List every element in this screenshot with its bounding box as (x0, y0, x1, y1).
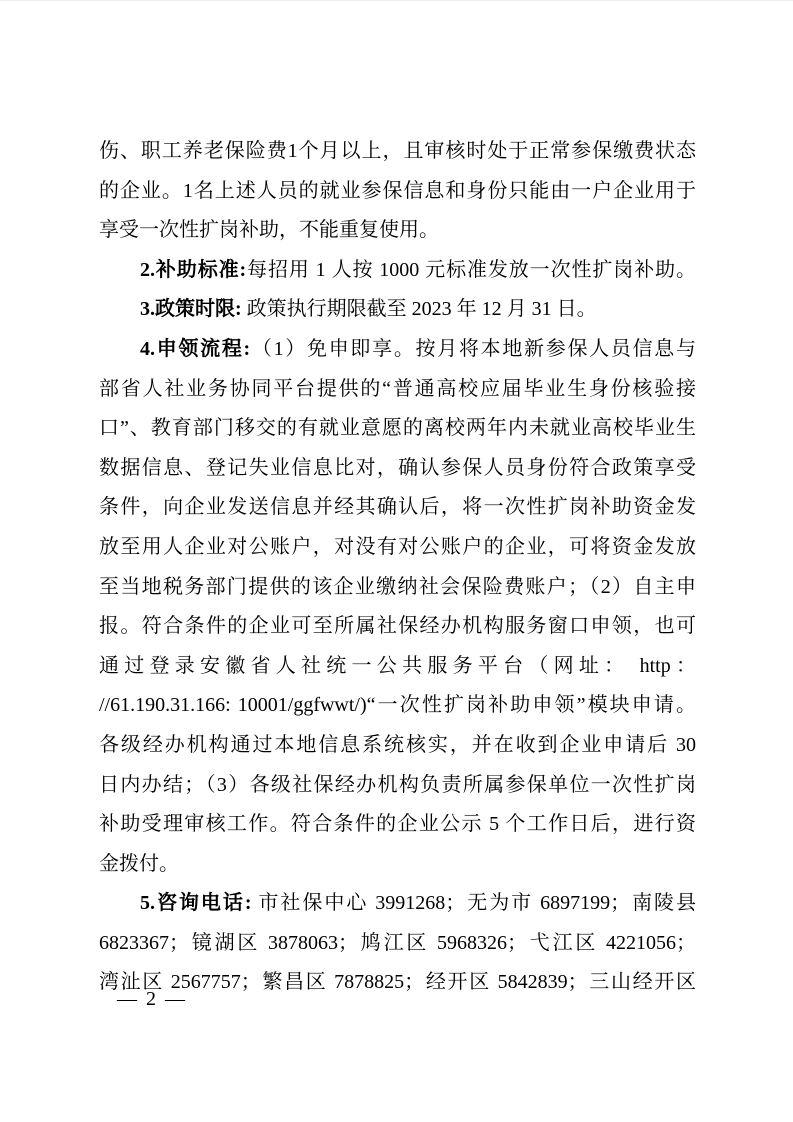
body-text: 享受一次性扩岗补助，不能重复使用。 (99, 219, 439, 242)
text-line (99, 845, 696, 885)
body-text: 数据信息、登记失业信息比对，确认参保人员身份符合政策享受 (99, 456, 696, 479)
text-line (99, 884, 696, 924)
body-text: 通过登录安徽省人社统一公共服务平台（网址： http： (99, 654, 696, 677)
text-line (99, 686, 696, 726)
body-text: 的企业。1名上述人员的就业参保信息和身份只能由一户企业用于 (99, 179, 696, 202)
body-text: 各级经办机构通过本地信息系统核实，并在收到企业申请后 30 (99, 733, 696, 756)
text-line (99, 290, 696, 330)
section-heading-policy-deadline: 3.政策时限: (140, 298, 242, 321)
phone-list-text: 6823367；镜湖区 3878063；鸠江区 5968326；弋江区 4221056； (99, 931, 696, 954)
body-text: 补助受理审核工作。符合条件的企业公示 5 个工作日后，进行资 (99, 813, 696, 836)
text-line (99, 370, 696, 410)
body-text: 每招用 1 人按 1000 元标准发放一次性扩岗补助。 (246, 258, 696, 281)
text-line (99, 172, 696, 212)
body-text: 政策执行期限截至 2023 年 12 月 31 日。 (241, 298, 597, 321)
text-line (99, 409, 696, 449)
phone-list-text: 湾沚区 2567757；繁昌区 7878825；经开区 5842839；三山经开区 (99, 971, 696, 994)
text-line (99, 132, 696, 172)
text-line (99, 488, 696, 528)
text-line (99, 766, 696, 806)
phone-list-text: 市社保中心 3991268；无为市 6897199；南陵县 (251, 892, 696, 915)
body-text: 至当地税务部门提供的该企业缴纳社会保险费账户；（2）自主申 (99, 575, 696, 598)
body-text: 金拨付。 (99, 852, 179, 875)
text-line (99, 924, 696, 964)
body-text: 伤、职工养老保险费1个月以上，且审核时处于正常参保缴费状态 (99, 140, 696, 162)
text-line (99, 805, 696, 845)
document-body (99, 132, 696, 1003)
body-text: （1）免申即享。按月将本地新参保人员信息与 (250, 337, 696, 360)
page-number: — 2 — (117, 988, 187, 1010)
section-heading-application-process: 4.申领流程: (140, 337, 251, 360)
text-line (99, 726, 696, 766)
text-line (99, 330, 696, 370)
url-text: //61.190.31.166: 10001/ggfwwt/)“一次性扩岗补助申领”模块申请。 (99, 694, 696, 717)
section-heading-contact-phones: 5.咨询电话: (140, 892, 252, 915)
body-text: 放至用人企业对公账户，对没有对公账户的企业，可将资金发放 (99, 535, 696, 558)
text-line (99, 251, 696, 291)
body-text: 条件，向企业发送信息并经其确认后，将一次性扩岗补助资金发 (99, 496, 696, 519)
text-line (99, 568, 696, 608)
text-line (99, 647, 696, 687)
body-text: 口”、教育部门移交的有就业意愿的离校两年内未就业高校毕业生 (99, 417, 696, 440)
text-line (99, 963, 696, 1003)
text-line (99, 211, 696, 251)
text-line (99, 528, 696, 568)
text-line (99, 607, 696, 647)
section-heading-subsidy-standard: 2.补助标准: (140, 258, 247, 281)
body-text: 部省人社业务协同平台提供的“普通高校应届毕业生身份核验接 (99, 377, 696, 400)
text-line (99, 449, 696, 489)
body-text: 报。符合条件的企业可至所属社保经办机构服务窗口申领，也可 (99, 615, 696, 638)
body-text: 日内办结；（3）各级社保经办机构负责所属参保单位一次性扩岗 (99, 773, 696, 796)
